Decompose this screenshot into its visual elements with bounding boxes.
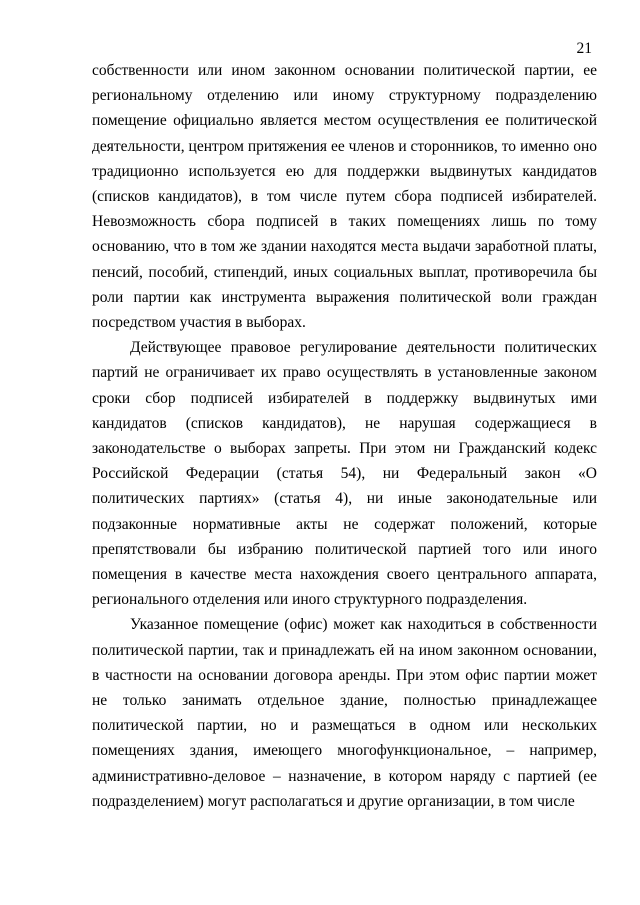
paragraph-2: Действующее правовое регулирование деятельности политических партий не ограничивает их право осуществлять в установленные законом сроки сбор подписей избирателей в поддержку выдвинутых ими кандидатов (списков кандидатов), не нарушая содержащиеся в законодательстве о выборах запреты. При этом ни Гражданский кодекс Российской Федерации (статья 54), ни Федеральный закон «О политических партиях» (статья 4), ни иные законодательные или подзаконные нормативные акты не содержат положений, которые препятствовали бы избранию политической партией того или иного помещения в качестве места нахождения своего центрального аппарата, регионального отделения или иного структурного подразделения.: [92, 339, 597, 609]
document-body: [92, 58, 597, 814]
paragraph-1: собственности или ином законном основании политической партии, ее региональному отделению или иному структурному подразделению помещение официально является местом осуществления ее политической деятельности, центром притяжения ее членов и сторонников, то именно оно традиционно используется ею для поддержки выдвинутых кандидатов (списков кандидатов), в том числе путем сбора подписей избирателей. Невозможность сбора подписей в таких помещениях лишь по тому основанию, что в том же здании находятся места выдачи заработной платы, пенсий, пособий, стипендий, иных социальных выплат, противоречила бы роли партии как инструмента выражения политической воли граждан посредством участия в выборах.: [92, 62, 597, 332]
page-number: 21: [576, 40, 592, 57]
paragraph-3: Указанное помещение (офис) может как находиться в собственности политической партии, так и принадлежать ей на ином законном основании, в частности на основании договора аренды. При этом офис партии может не только занимать отдельное здание, полностью принадлежащее политической партии, но и размещаться в одном или нескольких помещениях здания, имеющего многофункциональное, – например, административно-деловое – назначение, в котором наряду с партией (ее подразделением) могут располагаться и другие организации, в том числе: [92, 616, 597, 810]
